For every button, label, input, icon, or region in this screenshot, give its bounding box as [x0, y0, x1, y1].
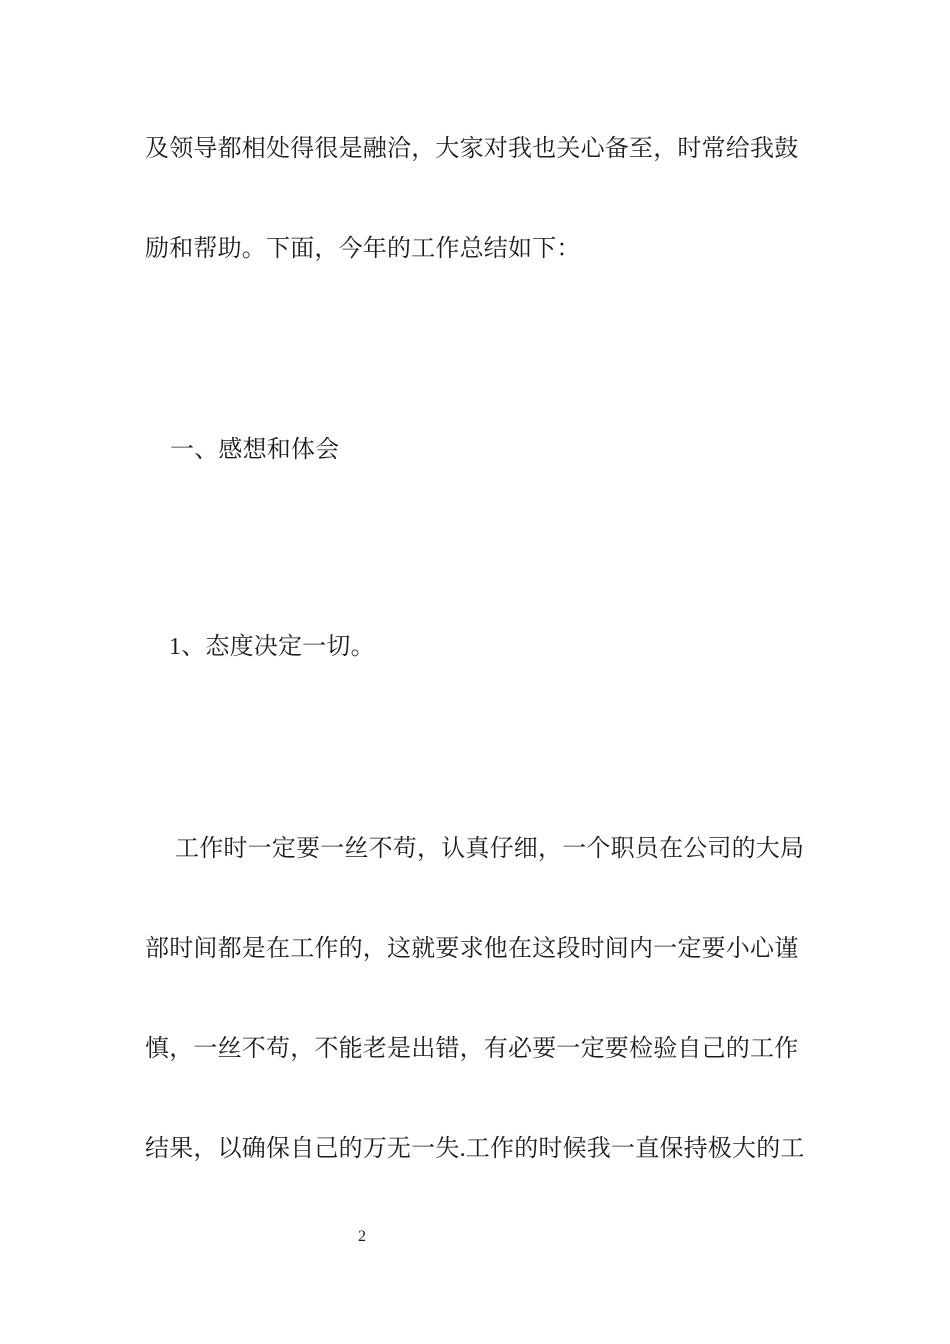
paragraph-line: 励和帮助。下面，今年的工作总结如下：: [145, 236, 581, 262]
paragraph-line: 部时间都是在工作的，这就要求他在这段时间内一定要小心谨: [145, 936, 799, 962]
paragraph-line: 工作时一定要一丝不苟，认真仔细，一个职员在公司的大局: [175, 836, 805, 862]
paragraph-line: 结果，以确保自己的万无一失.工作的时候我一直保持极大的工: [145, 1136, 805, 1162]
section-heading: 一、感想和体会: [170, 437, 340, 463]
subsection-heading: 1、态度决定一切。: [169, 634, 375, 660]
paragraph-line: 慎，一丝不苟，不能老是出错，有必要一定要检验自己的工作: [145, 1036, 799, 1062]
page-number: 2: [358, 1228, 366, 1245]
paragraph-line: 及领导都相处得很是融洽，大家对我也关心备至，时常给我鼓: [145, 136, 799, 162]
